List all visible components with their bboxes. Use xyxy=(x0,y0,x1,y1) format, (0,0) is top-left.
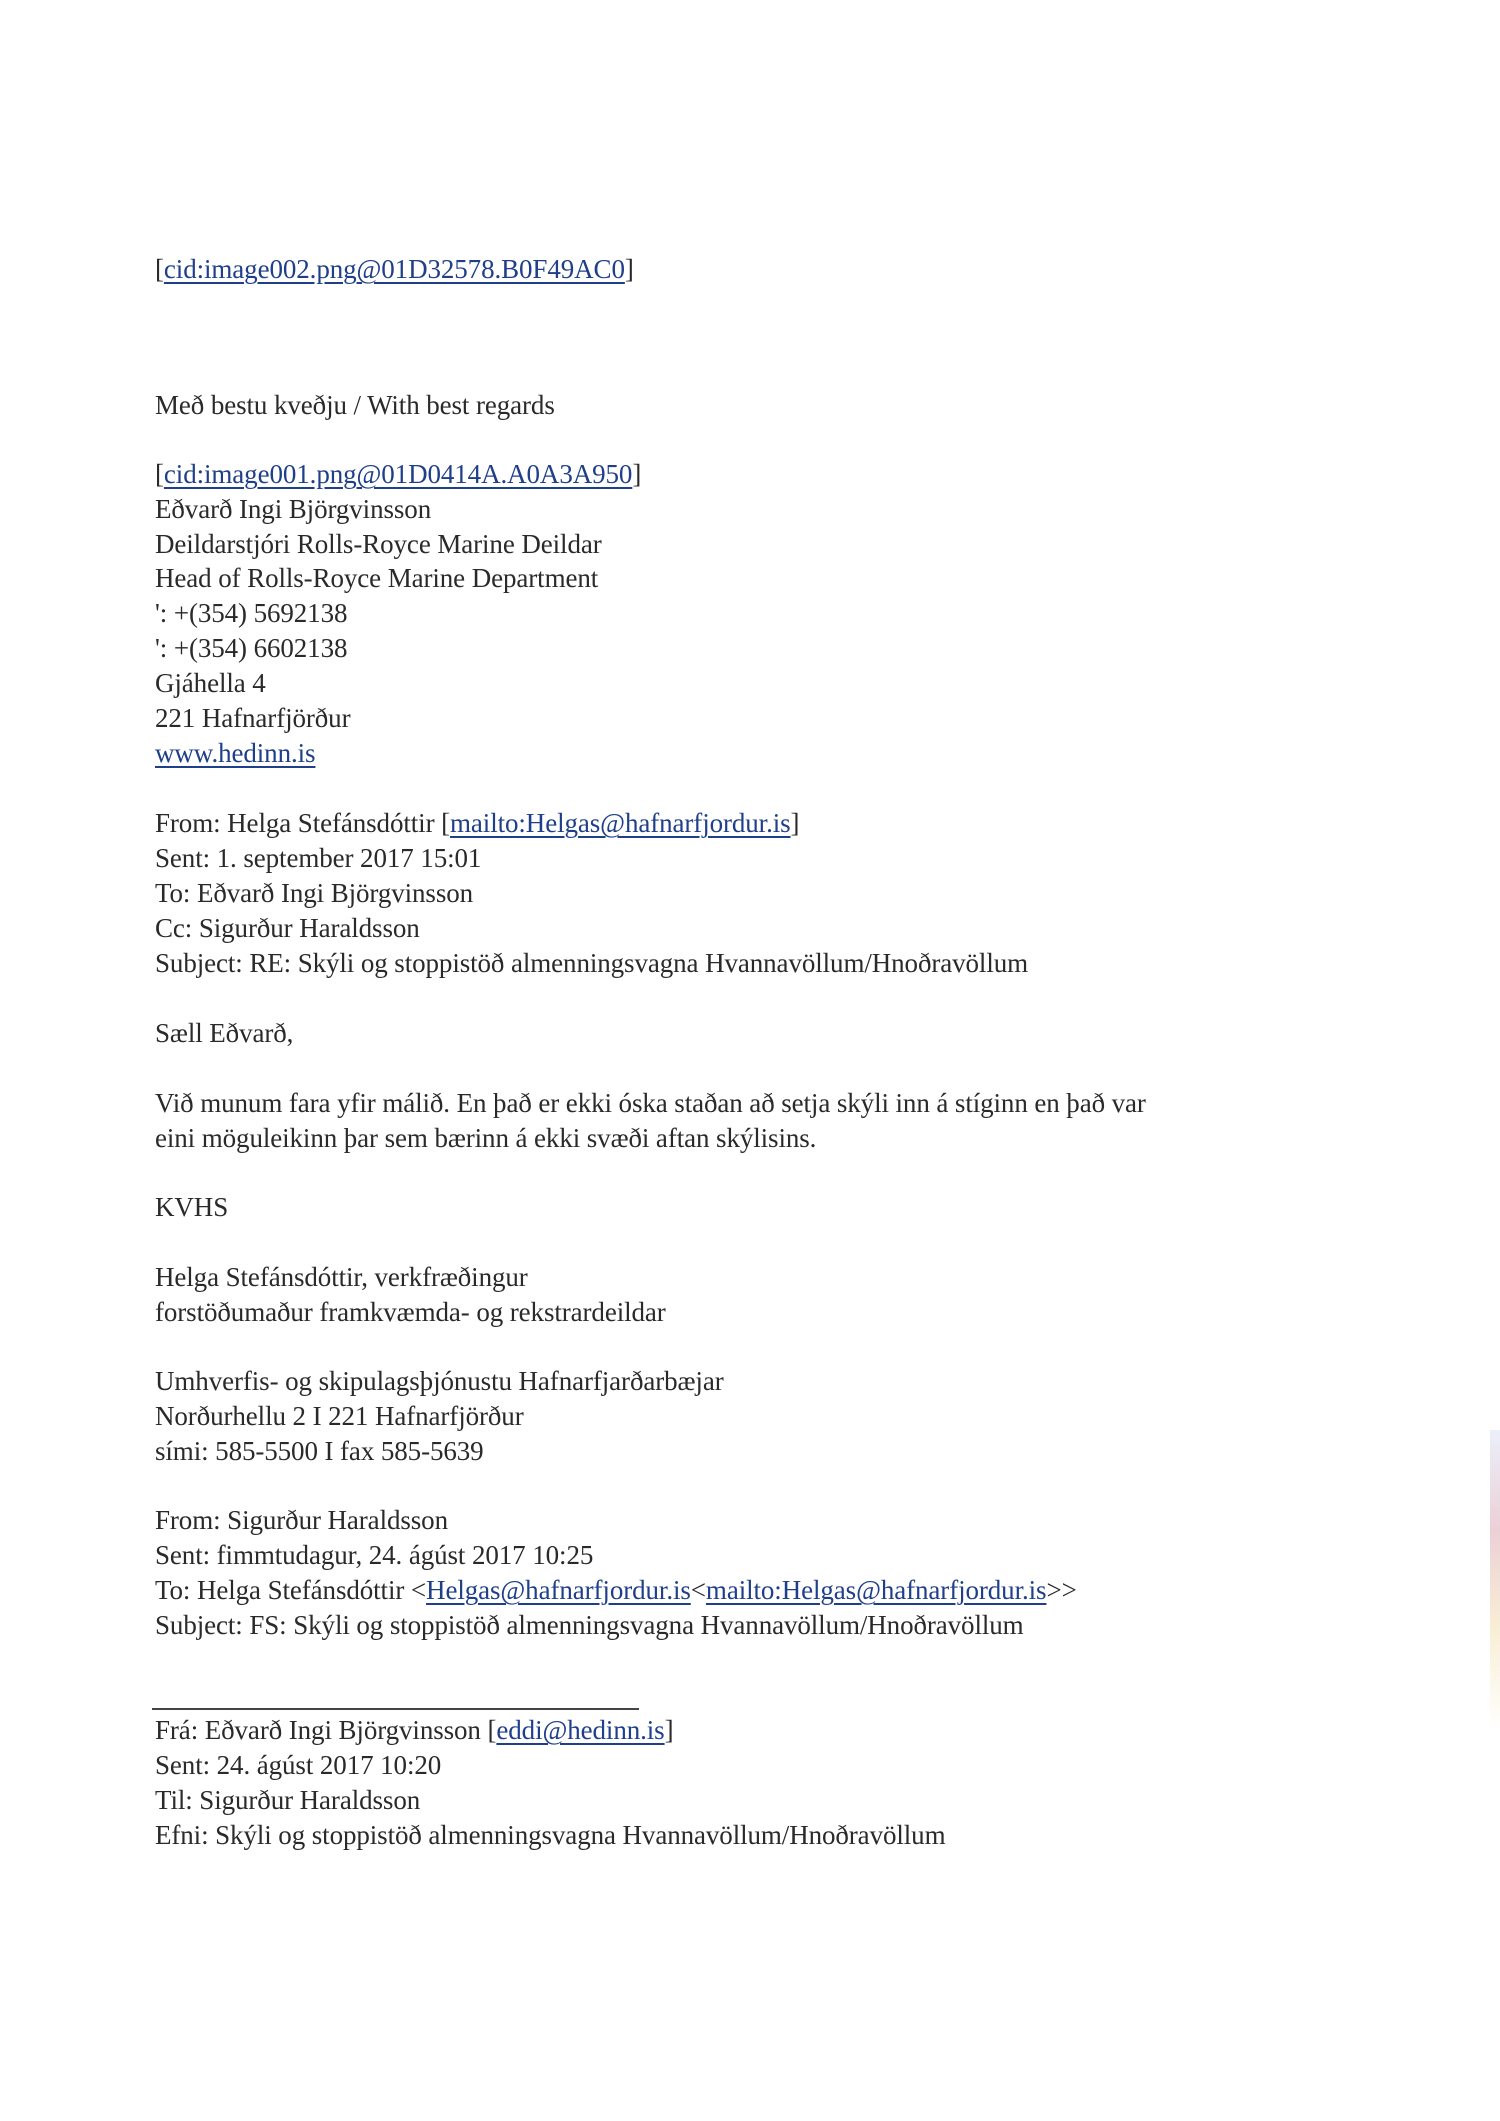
email1-sent: Sent: 1. september 2017 15:01 xyxy=(155,843,482,873)
signature-phone-2: ': +(354) 6602138 xyxy=(155,633,348,663)
email1-subject: Subject: RE: Skýli og stoppistöð almenningsvagna Hvannavöllum/Hnoðravöllum xyxy=(155,948,1029,978)
signature-city: 221 Hafnarfjörður xyxy=(155,703,351,733)
website-link[interactable]: www.hedinn.is xyxy=(155,738,316,768)
email1-sender-name: Helga Stefánsdóttir, verkfræðingur xyxy=(155,1262,528,1292)
signature-phone-1: ': +(354) 5692138 xyxy=(155,598,348,628)
email1-organization: Umhverfis- og skipulagsþjónustu Hafnarfjarðarbæjar xyxy=(155,1366,724,1396)
email1-body-line-1: Við munum fara yfir málið. En það er ekki óska staðan að setja skýli inn á stíginn en það var xyxy=(155,1088,1146,1118)
email2-subject: Subject: FS: Skýli og stoppistöð almenningsvagna Hvannavöllum/Hnoðravöllum xyxy=(155,1610,1024,1640)
cid-image-top: [cid:image002.png@01D32578.B0F49AC0] xyxy=(155,254,634,284)
cid-image-signature-link[interactable]: cid:image001.png@01D0414A.A0A3A950 xyxy=(163,459,633,489)
email2-sent: Sent: fimmtudagur, 24. ágúst 2017 10:25 xyxy=(155,1540,594,1570)
email3-subject: Efni: Skýli og stoppistöð almenningsvagna Hvannavöllum/Hnoðravöllum xyxy=(155,1820,946,1850)
email1-greeting: Sæll Eðvarð, xyxy=(155,1018,294,1048)
email1-cc: Cc: Sigurður Haraldsson xyxy=(155,913,420,943)
email3-from-email-link[interactable]: eddi@hedinn.is xyxy=(496,1715,665,1745)
email3-to: Til: Sigurður Haraldsson xyxy=(155,1785,421,1815)
closing-line: Með bestu kveðju / With best regards xyxy=(155,390,555,420)
email2-to xyxy=(155,1573,1077,1607)
email2-to-mailto-link[interactable]: mailto:Helgas@hafnarfjordur.is xyxy=(705,1575,1047,1605)
email1-from-mailto-link[interactable]: mailto:Helgas@hafnarfjordur.is xyxy=(450,808,791,838)
email2-from: From: Sigurður Haraldsson xyxy=(155,1505,448,1535)
email2-to-separator: < xyxy=(690,1575,706,1605)
signature-street: Gjáhella 4 xyxy=(155,668,266,698)
email2-to-label: To: Helga Stefánsdóttir < xyxy=(155,1575,427,1605)
signature-title-en: Head of Rolls-Royce Marine Department xyxy=(155,563,599,593)
signature-name: Eðvarð Ingi Björgvinsson xyxy=(155,494,432,524)
email1-body-line-2: eini möguleikinn þar sem bærinn á ekki svæði aftan skýlisins. xyxy=(155,1123,817,1153)
signature-website-row xyxy=(155,736,315,770)
email1-to: To: Eðvarð Ingi Björgvinsson xyxy=(155,878,474,908)
email2-to-end: >> xyxy=(1046,1575,1077,1605)
email3-sent: Sent: 24. ágúst 2017 10:20 xyxy=(155,1750,442,1780)
email2-to-email-link[interactable]: Helgas@hafnarfjordur.is xyxy=(426,1575,691,1605)
cid-image-top-link[interactable]: cid:image002.png@01D32578.B0F49AC0 xyxy=(163,254,625,284)
email1-sign-off: KVHS xyxy=(155,1192,229,1222)
cid-image-signature: [cid:image001.png@01D0414A.A0A3A950] xyxy=(155,459,642,489)
separator-rule xyxy=(152,1708,639,1710)
signature-title-is: Deildarstjóri Rolls-Royce Marine Deildar xyxy=(155,529,602,559)
email1-from-label: From: Helga Stefánsdóttir xyxy=(155,808,442,838)
email1-sender-role: forstöðumaður framkvæmda- og rekstrardeildar xyxy=(155,1297,666,1327)
email1-address: Norðurhellu 2 I 221 Hafnarfjörður xyxy=(155,1401,524,1431)
email1-phone: sími: 585-5500 I fax 585-5639 xyxy=(155,1436,484,1466)
email3-from-label: Frá: Eðvarð Ingi Björgvinsson xyxy=(155,1715,488,1745)
email3-from: Frá: Eðvarð Ingi Björgvinsson [eddi@hedinn.is] xyxy=(155,1715,674,1745)
scan-edge-artifact xyxy=(1490,1430,1500,1730)
email1-from: From: Helga Stefánsdóttir [mailto:Helgas@hafnarfjordur.is] xyxy=(155,808,800,838)
